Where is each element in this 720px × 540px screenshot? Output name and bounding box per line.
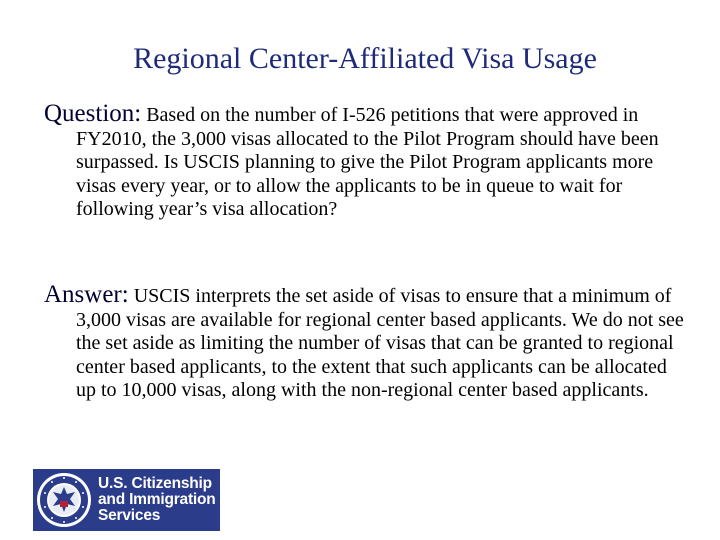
answer-text: USCIS interprets the set aside of visas to ensure that a minimum of 3,000 visas are available for regional center based applicants. We do not see the set aside as limiting the number of visas that can be granted to regional center based applicants, to the extent that such applicants can be allocated up to 10,000 visas, along with the non-regional center based applicants. (76, 285, 684, 401)
logo-line-2: and Immigration (98, 491, 216, 508)
question-label: Question: (44, 100, 142, 127)
answer-label: Answer: (44, 281, 129, 308)
logo-line-3: Services (98, 507, 161, 524)
logo-line-1: U.S. Citizenship (98, 475, 212, 492)
answer-paragraph (44, 283, 684, 403)
dhs-seal-icon (36, 472, 92, 528)
slide-title: Regional Center-Affiliated Visa Usage (133, 42, 597, 75)
logo-text (98, 476, 216, 524)
question-text: Based on the number of I-526 petitions that were approved in FY2010, the 3,000 visas allocated to the Pilot Program should have been surpassed. Is USCIS planning to give the Pilot Program applicants more visas every year, or to allow the applicants to be in queue to wait for following year’s visa allocation? (76, 104, 659, 220)
uscis-logo (33, 469, 220, 531)
question-paragraph (44, 102, 684, 222)
question-block (44, 102, 684, 222)
answer-block (44, 283, 684, 403)
